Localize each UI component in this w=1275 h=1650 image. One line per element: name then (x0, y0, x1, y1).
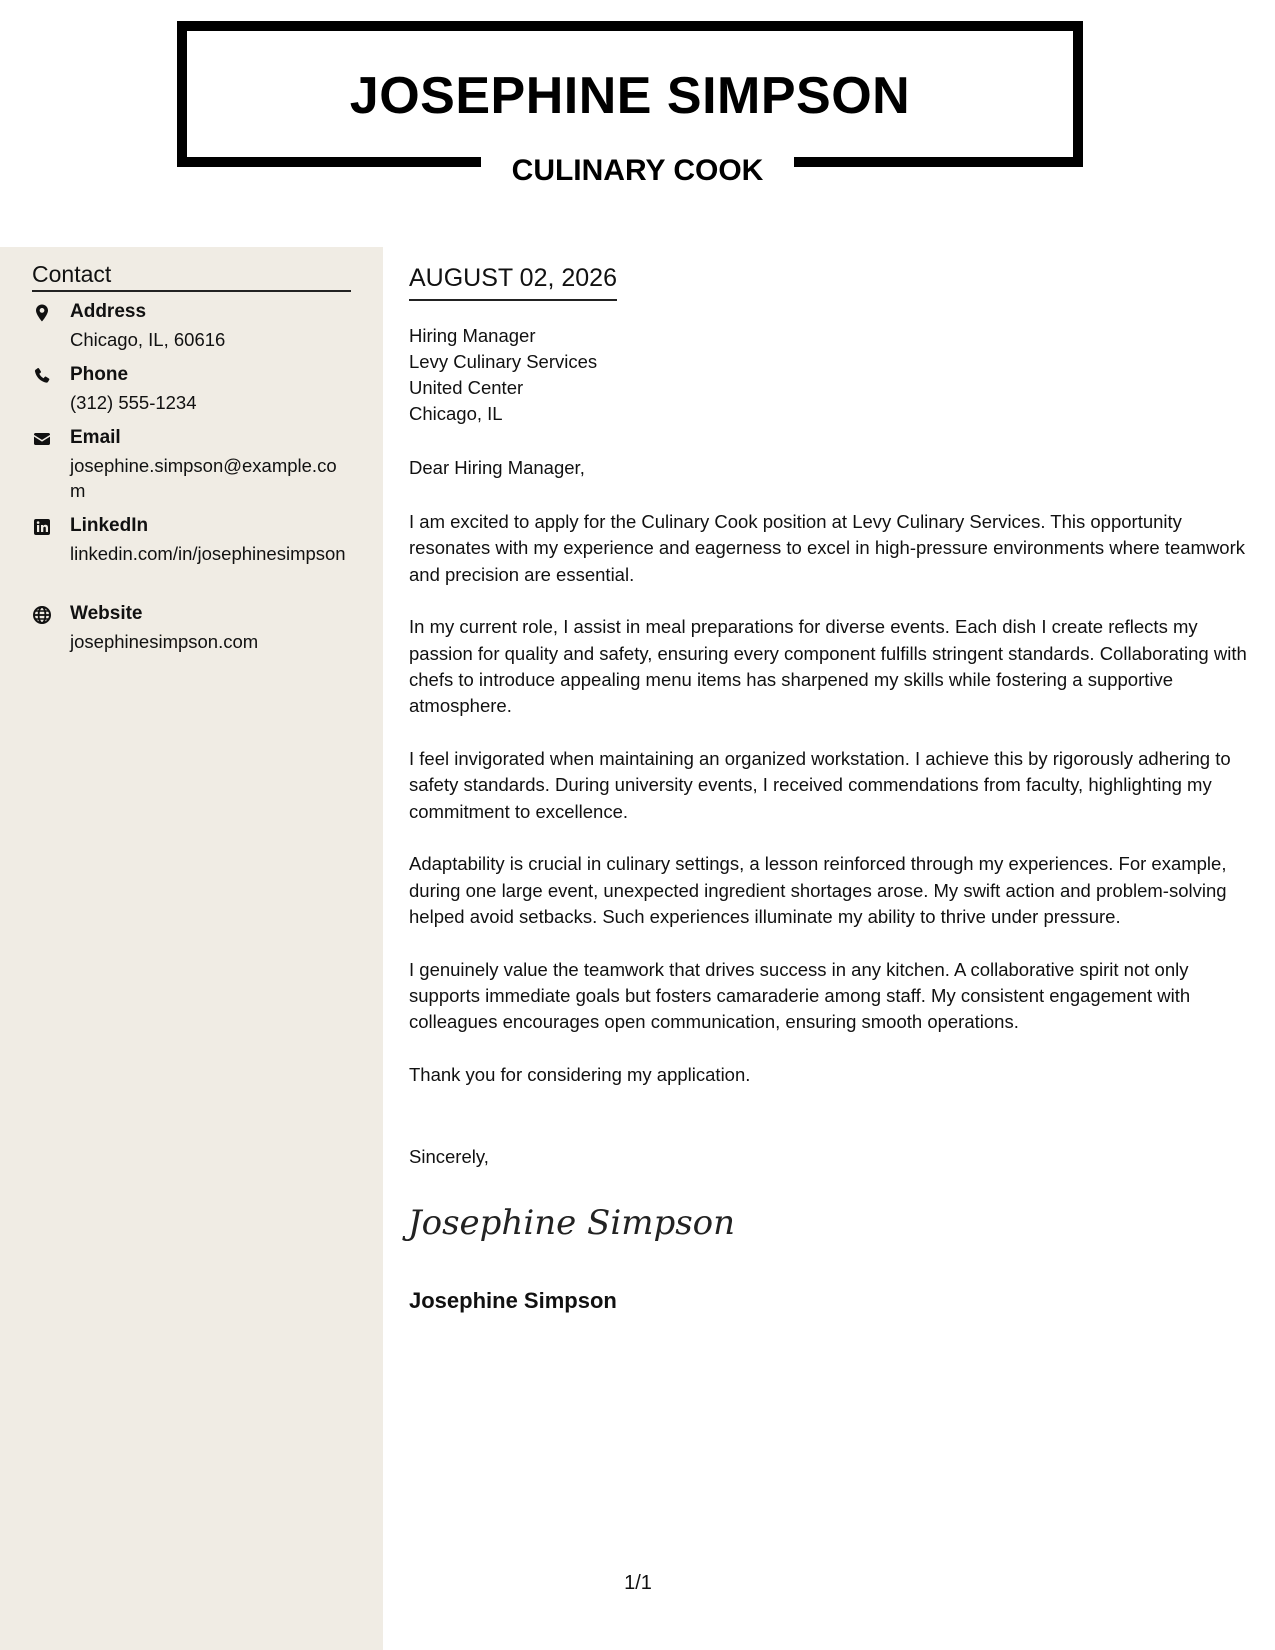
contact-value[interactable]: josephinesimpson.com (70, 631, 259, 652)
phone-icon (32, 366, 52, 386)
envelope-icon (32, 429, 52, 449)
contact-label: Email (70, 427, 121, 448)
body-paragraph: Thank you for considering my application. (409, 1064, 751, 1086)
map-pin-icon (32, 303, 52, 323)
recipient-line: Hiring Manager (409, 325, 536, 346)
body-paragraph: I am excited to apply for the Culinary Cook position at Levy Culinary Services. This opportunity resonates with my experience and eagerness to excel in high-pressure environments where teamwork and precision are essential. (409, 511, 1246, 585)
signature-name: Josephine Simpson (409, 1288, 617, 1313)
signature-script: Josephine Simpson (408, 1203, 736, 1243)
body-paragraph: In my current role, I assist in meal preparations for diverse events. Each dish I create reflects my passion for quality and safety, ensuring every component fulfills stringent standards. Collaborating with chefs to introduce appealing menu items has sharpened my skills while fostering a supportive atmosphere. (409, 616, 1247, 717)
salutation: Dear Hiring Manager, (409, 457, 585, 478)
handwritten-signature (406, 1197, 736, 1247)
contact-label: Phone (70, 364, 129, 385)
contact-sidebar (0, 247, 383, 1650)
applicant-name: JOSEPHINE SIMPSON (349, 67, 911, 125)
page-number: 1/1 (624, 1572, 652, 1594)
letter-date: AUGUST 02, 2026 (409, 264, 617, 301)
recipient-line: Chicago, IL (409, 403, 503, 424)
contact-label: Website (70, 603, 143, 624)
closing: Sincerely, (409, 1146, 489, 1167)
body-paragraph: I genuinely value the teamwork that drives success in any kitchen. A collaborative spirit not only supports immediate goals but fosters camaraderie among staff. My consistent engagement with colleagues encourages open communication, ensuring smooth operations. (409, 958, 1191, 1033)
body-paragraph: Adaptability is crucial in culinary settings, a lesson reinforced through my experiences. For example, during one large event, unexpected ingredient shortages arose. My swift action and problem-solving helped avoid setbacks. Such experiences illuminate my ability to thrive under pressure. (409, 853, 1227, 928)
recipient-line: Levy Culinary Services (409, 351, 598, 372)
body-paragraph: I feel invigorated when maintaining an organized workstation. I achieve this by rigorously adhering to safety standards. During university events, I received commendations from faculty, highlighting my commitment to excellence. (409, 748, 1231, 822)
globe-icon (32, 605, 52, 625)
job-title: CULINARY COOK (481, 146, 794, 196)
contact-label: Address (70, 301, 147, 322)
letter-body (409, 509, 1259, 1115)
recipient-line: United Center (409, 377, 524, 398)
contact-value[interactable]: josephine.simpson@example.com (70, 455, 337, 501)
recipient-block (409, 323, 597, 427)
contact-heading: Contact (32, 261, 351, 292)
contact-value[interactable]: linkedin.com/in/josephinesimpson (70, 543, 346, 564)
contact-value: Chicago, IL, 60616 (70, 329, 226, 350)
linkedin-icon (32, 517, 52, 537)
contact-label: LinkedIn (70, 515, 149, 536)
contact-value: (312) 555-1234 (70, 392, 197, 413)
